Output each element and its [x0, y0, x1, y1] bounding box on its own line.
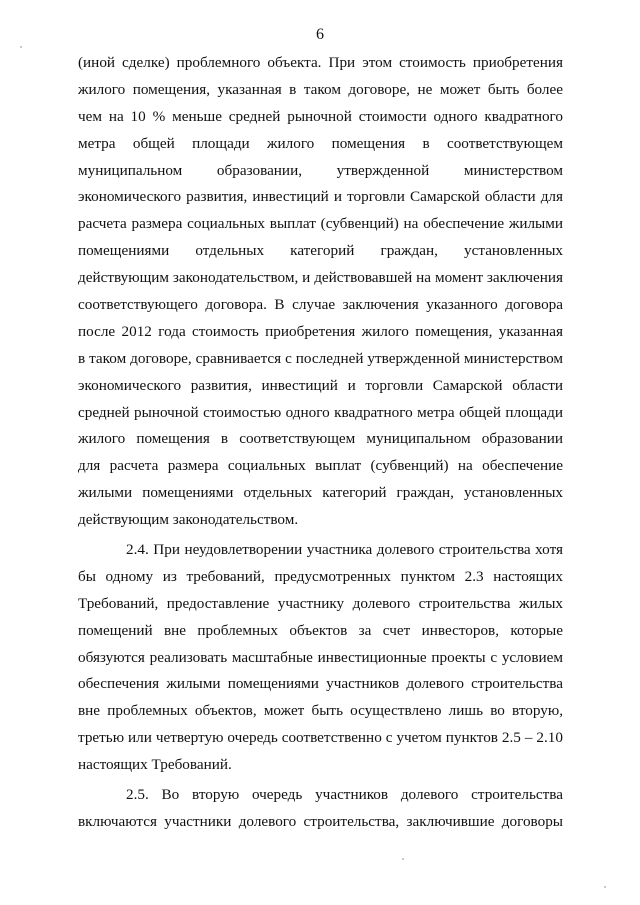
text-line: метра общей площади жилого помещения в соответствующем — [78, 134, 563, 152]
text-line: (иной сделке) проблемного объекта. При этом стоимость приобретения — [78, 54, 563, 71]
text-line: действующим законодательством, и действовавшей на момент заключения — [78, 269, 563, 287]
text-line: третью или четвертую очередь соответственно с учетом пунктов 2.5 – 2.10 — [78, 729, 563, 747]
text-line: помещений вне проблемных объектов за счет инвесторов, которые — [78, 621, 563, 639]
scan-speck — [604, 886, 606, 888]
text-line: настоящих Требований. — [78, 756, 232, 774]
text-line: бы одному из требований, предусмотренных пунктом 2.3 настоящих — [78, 567, 563, 585]
page-number: 6 — [316, 26, 324, 43]
text-line: чем на 10 % меньше средней рыночной стоимости одного квадратного — [78, 107, 563, 125]
text-line: средней рыночной стоимостью одного квадратного метра общей площади — [78, 403, 563, 421]
text-line: включаются участники долевого строительства, заключившие договоры — [78, 812, 563, 830]
text-line: Требований, предоставление участнику долевого строительства жилых — [78, 594, 563, 612]
text-line: вне проблемных объектов, может быть осуществлено лишь во вторую, — [78, 702, 563, 720]
text-line: жилого помещения в соответствующем муниципальном образовании — [78, 430, 563, 448]
text-line: муниципальном образовании, утвержденной министерством — [78, 161, 563, 179]
paragraph-2-5-start: 2.5. Во вторую очередь участников долевого строительства — [126, 786, 563, 804]
text-line: расчета размера социальных выплат (субвенций) на обеспечение жилыми — [78, 215, 563, 233]
text-line: экономического развития, инвестиций и торговли Самарской области — [78, 376, 563, 394]
text-line: действующим законодательством. — [78, 511, 299, 529]
scan-speck — [402, 858, 404, 860]
text-line: помещениями отдельных категорий граждан, установленных — [78, 242, 563, 260]
text-line: после 2012 года стоимость приобретения жилого помещения, указанная — [78, 322, 563, 340]
text-line: жилыми помещениями отдельных категорий граждан, установленных — [78, 484, 563, 502]
text-line: экономического развития, инвестиций и торговли Самарской области для — [78, 188, 563, 206]
document-text — [78, 50, 563, 836]
paragraph-2-4-start: 2.4. При неудовлетворении участника долевого строительства хотя — [126, 541, 563, 559]
text-line: в таком договоре, сравнивается с последней утвержденной министерством — [78, 349, 563, 367]
text-line: обязуются реализовать масштабные инвестиционные проекты с условием — [78, 648, 563, 666]
text-line: жилого помещения, указанная в таком договоре, не может быть более — [78, 80, 563, 98]
text-line: обеспечения жилыми помещениями участников долевого строительства — [78, 675, 563, 693]
text-line: для расчета размера социальных выплат (субвенций) на обеспечение — [78, 457, 563, 475]
scan-speck — [20, 46, 22, 48]
text-line: соответствующего договора. В случае заключения указанного договора — [78, 296, 563, 314]
